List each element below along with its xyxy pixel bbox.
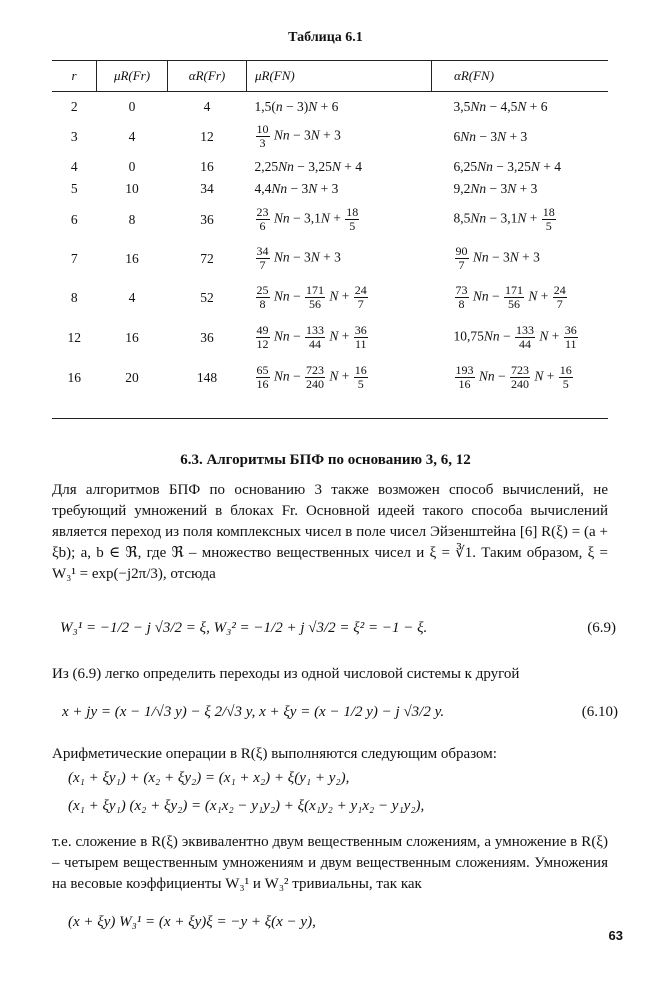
header-mu-fn: μR(FN) (247, 61, 432, 92)
equation-6-10-number: (6.10) (581, 704, 618, 720)
fft-complexity-table (52, 60, 608, 398)
cell-r: 6 (70, 211, 78, 227)
cell-alpha-fr: 16 (200, 158, 214, 174)
cell-mu-fn: 4,4Nn − 3N + 3 (254, 180, 339, 196)
cell-mu-fr: 16 (125, 250, 139, 266)
paragraph-transitions: Из (6.9) легко определить переходы из одной числовой системы к другой (52, 666, 520, 682)
cell-mu-fn: $\frac{25}{8}$ Nn − $\frac{171}{56}$ N + $\frac{24}{7}$ (256, 283, 367, 311)
cell-alpha-fn: $\frac{90}{7}$ Nn − 3N + 3 (455, 244, 540, 272)
cell-alpha-fn: 8,5Nn − 3,1N + $\frac{18}{5}$ (453, 205, 555, 233)
cell-alpha-fr: 72 (200, 250, 214, 266)
equation-addition: (x₁ + ξy₁) + (x₂ + ξy₂) = (x₁ + x₂) + ξ(y₁ + y₂), (68, 770, 350, 786)
equation-twiddle: (x + ξy) W₃¹ = (x + ξy)ξ = −y + ξ(x − y), (68, 914, 316, 930)
table-bottom-rule (52, 418, 608, 419)
cell-alpha-fr: 52 (200, 289, 214, 305)
table-caption: Таблица 6.1 (288, 30, 363, 45)
cell-mu-fr: 20 (125, 369, 139, 385)
cell-alpha-fr: 12 (200, 128, 214, 144)
table-header-row (52, 61, 608, 92)
cell-alpha-fr: 36 (200, 211, 214, 227)
cell-mu-fr: 8 (128, 211, 136, 227)
cell-r: 8 (70, 289, 78, 305)
cell-mu-fr: 16 (125, 329, 139, 345)
cell-alpha-fn: 10,75Nn − $\frac{133}{44}$ N + $\frac{36}{11}$ (453, 323, 577, 351)
table-row (52, 318, 608, 358)
table-row (52, 178, 608, 200)
header-mu-fr: μR(Fr) (97, 61, 168, 92)
cell-mu-fr: 4 (128, 128, 136, 144)
section-title: 6.3. Алгоритмы БПФ по основанию 3, 6, 12 (180, 452, 471, 468)
cell-mu-fr: 4 (128, 289, 136, 305)
page-number: 63 (608, 928, 623, 943)
cell-mu-fn: $\frac{10}{3}$ Nn − 3N + 3 (256, 122, 341, 150)
equation-6-9-number: (6.9) (587, 620, 616, 636)
equation-multiplication: (x₁ + ξy₁) (x₂ + ξy₂) = (x₁x₂ − y₁y₂) + ξ(x₁y₂ + y₁x₂ − y₁y₂), (68, 798, 425, 814)
table-row (52, 118, 608, 156)
cell-r: 4 (70, 158, 78, 174)
table-row (52, 92, 608, 118)
cell-alpha-fn: 3,5Nn − 4,5N + 6 (453, 98, 548, 114)
cell-alpha-fn: 9,2Nn − 3N + 3 (453, 180, 538, 196)
cell-mu-fn: 1,5(n − 3)N + 6 (254, 98, 339, 114)
cell-alpha-fn: 6Nn − 3N + 3 (453, 128, 528, 144)
table-body (52, 92, 608, 398)
cell-mu-fn: $\frac{65}{16}$ Nn − $\frac{723}{240}$ N + $\frac{16}{5}$ (256, 363, 367, 391)
header-r: r (52, 61, 97, 92)
equation-6-9-body: W₃¹ = −1/2 − j √3/2 = ξ, W₃² = −1/2 + j √3/2 = ξ² = −1 − ξ. (60, 620, 428, 636)
cell-mu-fr: 0 (128, 98, 136, 114)
equation-6-10-body: x + jy = (x − 1/√3 y) − ξ 2/√3 y, x + ξy = (x − 1/2 y) − j √3/2 y. (62, 704, 445, 720)
header-alpha-fn: αR(FN) (432, 61, 609, 92)
cell-alpha-fn: 6,25Nn − 3,25N + 4 (453, 158, 562, 174)
cell-mu-fn: 2,25Nn − 3,25N + 4 (254, 158, 363, 174)
cell-alpha-fr: 36 (200, 329, 214, 345)
cell-r: 5 (70, 180, 78, 196)
cell-r: 3 (70, 128, 78, 144)
cell-alpha-fn: $\frac{73}{8}$ Nn − $\frac{171}{56}$ N + $\frac{24}{7}$ (455, 283, 566, 311)
equation-6-10 (52, 704, 618, 721)
cell-mu-fr: 0 (128, 158, 136, 174)
paragraph-conclusion: т.е. сложение в R(ξ) эквивалентно двум вещественным сложениям, а умножение в R(ξ) – четырем вещественным умножениям и двум вещественным сложениям. Умножения на весовые коэффициенты W₃¹ и W₃² тривиальны, так как (52, 834, 608, 892)
table-row (52, 240, 608, 278)
table-row (52, 278, 608, 318)
paragraph-operations: Арифметические операции в R(ξ) выполняются следующим образом: (52, 746, 497, 762)
cell-mu-fn: $\frac{49}{12}$ Nn − $\frac{133}{44}$ N + $\frac{36}{11}$ (256, 323, 367, 351)
table-row (52, 200, 608, 240)
paragraph-intro: Для алгоритмов БПФ по основанию 3 также возможен способ вычислений, не требующий умножений в блоках Fr. Основной идеей такого способа вычислений является переход из поля комплексных чисел в поле чисел Эйзенштейна [6] R(ξ) = (a + ξb); a, b ∈ ℜ, где ℜ – множество вещественных чисел и ξ = ∛1. Таким образом, ξ = W₃¹ = exp(−j2π/3), отсюда (52, 482, 608, 582)
cell-r: 7 (70, 250, 78, 266)
header-alpha-fr: αR(Fr) (168, 61, 247, 92)
cell-mu-fn: $\frac{23}{6}$ Nn − 3,1N + $\frac{18}{5}$ (256, 205, 359, 233)
cell-r: 16 (67, 369, 81, 385)
cell-alpha-fr: 4 (203, 98, 211, 114)
table-row (52, 358, 608, 398)
cell-mu-fn: $\frac{34}{7}$ Nn − 3N + 3 (256, 244, 341, 272)
table-row (52, 156, 608, 178)
cell-alpha-fr: 34 (200, 180, 214, 196)
cell-r: 2 (70, 98, 78, 114)
cell-mu-fr: 10 (125, 180, 139, 196)
cell-alpha-fr: 148 (196, 369, 218, 385)
cell-alpha-fn: $\frac{193}{16}$ Nn − $\frac{723}{240}$ N + $\frac{16}{5}$ (455, 363, 572, 391)
equation-6-9 (52, 620, 616, 637)
cell-r: 12 (67, 329, 81, 345)
